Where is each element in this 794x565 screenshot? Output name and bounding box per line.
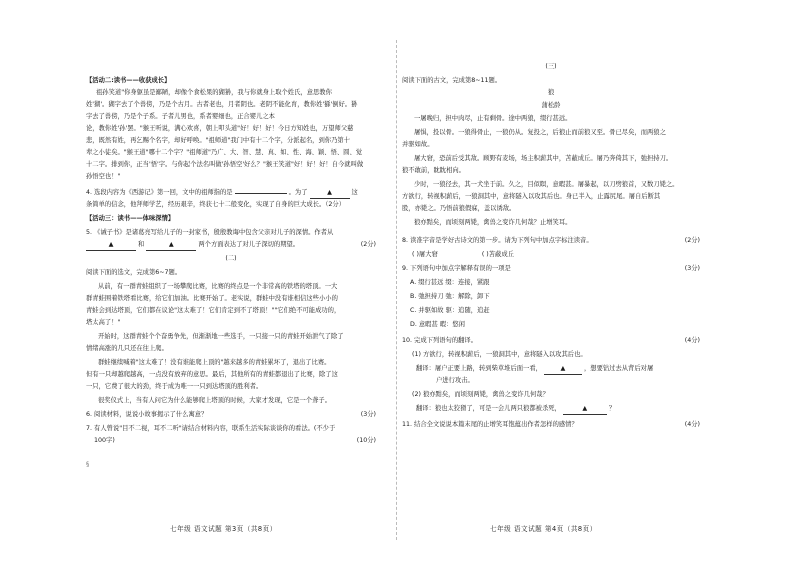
question-text: 结合全文说说本篇末尾的止增笑耳饱蕴出作者怎样的感情？ <box>414 421 578 428</box>
question-number: 4. <box>86 189 93 196</box>
translation-text: 翻译：屠户正要上路，转到柴草堆后面一看， <box>416 365 542 372</box>
activity3-title: 【活动三：读书——体味深情】 <box>86 215 175 222</box>
score-label: (10分) <box>356 437 376 444</box>
question-10-1 <box>402 350 700 360</box>
translation-10-1 <box>402 364 700 375</box>
score-label: (3分) <box>684 265 700 272</box>
question-8 <box>402 236 700 246</box>
passage-title: 狼 <box>547 89 555 96</box>
activity2-line: 十二字。排到你，正当'悟'字。与你起个法名叫做'孙悟空'好么？"猴王笑道"好！好！好！自今就叫做 <box>86 161 364 168</box>
question-text: 方欲行，转视积薪后，一狼洞其中，意将隧入以攻其后也。 <box>422 351 587 358</box>
question-number: 6. <box>86 411 93 418</box>
page-footer-left: 七年级 语文试题 第3页（共8页） <box>170 525 277 533</box>
passage-line: 并驱如故。 <box>402 141 434 148</box>
answer-blank[interactable] <box>235 193 287 194</box>
option-d[interactable]: D. 意暇甚 暇：悠闲 <box>410 321 465 328</box>
question-number: 10. <box>402 337 413 344</box>
option-a[interactable]: A. 缀行甚远 缀：连接，紧跟 <box>410 279 490 286</box>
sub-question-number: (2) <box>412 391 421 398</box>
activity2-line: 姓'猢'。猢字去了个兽傍，乃是个古月。古者老也，月者阴也。老阴不能化育，教你姓'猻'倒好。狲 <box>86 101 358 108</box>
activity2-line: 悲，既然有姓，再乞赐个名字，却好呼唤。"祖师道"我门中有十二个字，分派起名，到你乃第十 <box>86 137 350 144</box>
reading-intro: 阅读下面的古文，完成第8~11题。 <box>402 77 502 84</box>
blank-marker: ▲ <box>560 365 566 372</box>
question-number: 9. <box>402 265 409 272</box>
blank-marker: ▲ <box>168 241 174 248</box>
question-text: 和 <box>138 241 145 248</box>
question-number: 8. <box>402 237 409 244</box>
score-label: (4分) <box>684 337 700 344</box>
answer-blank[interactable] <box>146 240 196 251</box>
reading-intro: 阅读下面的选文，完成第6~7题。 <box>86 269 182 276</box>
story-line: 情绪高涨的几只还在往上爬。 <box>86 345 168 352</box>
blank-marker: ▲ <box>582 405 588 412</box>
story-line: 开始时，这群青蛙个个奋勇争先，但渐渐地一些选手，一只接一只的青蛙开始泄气了除了 <box>98 333 344 340</box>
passage-line: 少时，一狼径去，其一犬坐于前。久之，目似瞑，意暇甚。屠暴起，以刀劈狼首，又数刀毙之。 <box>414 181 679 188</box>
question-text: 这 <box>351 189 358 196</box>
passage-line: 狼亦黠矣，而顷刻两毙，禽兽之变诈几何哉？止增笑耳。 <box>414 219 572 226</box>
activity2-line: 孙悟空也！" <box>86 173 121 180</box>
question-5-cont <box>86 240 376 251</box>
question-text: 《诫子书》是诸葛亮写给儿子的一封家书，殷殷教诲中包含父亲对儿子的深情。作者从 <box>94 229 334 236</box>
score-label: (2分) <box>684 237 700 244</box>
translation-text: ？ <box>608 405 616 412</box>
answer-blank[interactable] <box>310 188 350 199</box>
story-line: 群青蛙围着铁塔看比赛，给它们加油。比赛开始了。老实说，群蛙中没有谁相信这些小小的 <box>86 295 338 302</box>
question-text: 完成下列语句的翻译。 <box>414 337 477 344</box>
page-divider <box>396 40 397 540</box>
option-b[interactable]: B. 弛担持刀 弛：解除，卸下 <box>410 293 490 300</box>
question-text: 下列语句中加点字解释有误的一项是 <box>410 265 511 272</box>
passage-line: 屠大窘，恐前后受其敌。顾野有麦场，场主积薪其中，苫蔽成丘。屠乃奔倚其下，弛担持刀。 <box>414 155 673 162</box>
passage-line: 狼不敢前，眈眈相向。 <box>402 167 465 174</box>
question-7-cont <box>86 436 376 446</box>
question-8-items <box>402 250 700 260</box>
question-6 <box>86 410 376 420</box>
section-title: (三) <box>545 63 557 70</box>
translation-10-2 <box>402 404 700 415</box>
translation-text: 翻译：狼也太狡猾了，可是一会儿两只狼都被杀死， <box>416 405 561 412</box>
question-10 <box>402 336 700 346</box>
question-5 <box>86 228 376 238</box>
passage-line: 一屠晚归，担中肉尽，止有剩骨。途中两狼，缀行甚远。 <box>414 115 572 122</box>
story-line: 一只，它费了很大的劲，终于成为唯一一只到达塔顶的胜利者。 <box>86 383 263 390</box>
answer-blank[interactable] <box>86 240 136 251</box>
story-line: 群蛙继续喊着"这太难了！没有谁能爬上顶的"越来越多的青蛙累坏了，退出了比赛。 <box>98 359 331 366</box>
activity2-line: 祖孙笑道"你身躯虽是鄙陋，却像个食松果的猢狲，我与你就身上取个姓氏，意思教你 <box>96 89 332 96</box>
score-label: (2分) <box>360 241 376 248</box>
question-7 <box>86 424 376 434</box>
question-text: 选段内容为《西游记》第一回，文中的祖师指的是 <box>94 189 233 196</box>
question-text: 。为了 <box>288 189 308 196</box>
story-line: 很奖仪式上，当有人问它为什么能够爬上塔顶的时候，大家才发现，它是一个聋子。 <box>98 397 331 404</box>
section-title: (二) <box>225 255 237 262</box>
story-line: 青蛙会到达塔顶，它们都在议论"这太难了！它们肯定到不了塔顶！""它们绝不可能成功的， <box>86 307 341 314</box>
question-text: 阅读材料，说说小故事揭示了什么寓意？ <box>94 411 208 418</box>
stray-mark: § <box>86 461 90 468</box>
blank-marker: ▲ <box>327 189 332 196</box>
question-text: 读准字音是学好古诗文的第一步。请为下列句中加点字标注读音。 <box>410 237 593 244</box>
passage-line: 方欲行，转视积薪后，一狼洞其中，意将隧入以攻其后也。身已半入，止露尻尾。屠自后断其 <box>402 193 661 200</box>
activity2-line: 字去了兽傍，乃是个子系。子者儿男也，系者婴细也，正合婴儿之本 <box>86 113 275 120</box>
question-text: 两个方面表达了对儿子深切的期望。 <box>198 241 300 248</box>
question-number: 11. <box>402 421 413 428</box>
activity2-title: 【活动二:读书——收获成长】 <box>86 77 171 84</box>
option-c[interactable]: C. 并驱如故 驱：追随，追赶 <box>410 307 490 314</box>
activity2-line: 论，教你姓'孙'罢。"猴王听说，满心欢喜，朝上叩头道"好！好！好！今日方知姓也，万望师父慈 <box>86 125 354 132</box>
blank-marker: ▲ <box>108 241 114 248</box>
activity2-line: 辈之小徒矣。"猴王道"哪十二个字？"祖师道"乃广、大、智、慧、真、如、性、海、颖、悟、圆、觉 <box>86 149 363 156</box>
question-4-cont: 条简单的信念，他拜师学艺，经历艰辛，终获七十二般变化，实现了自身的巨大成长。（2分） <box>86 201 346 208</box>
story-line: 从前，有一群青蛙组织了一场攀爬比赛，比赛的终点是一个非常高的铁塔的塔顶。一大 <box>98 283 338 290</box>
story-line: 但有一只却越爬越高，一点没有放弃的意思。最后，其他所有的青蛙都退出了比赛，除了这 <box>86 371 338 378</box>
question-number: 7. <box>86 425 93 432</box>
sub-question-number: (1) <box>412 351 421 358</box>
question-number: 5. <box>86 229 93 236</box>
answer-blank[interactable] <box>563 404 607 415</box>
passage-author: 蒲松龄 <box>541 102 561 109</box>
pinyin-item[interactable]: ( )苫蔽成丘 <box>481 251 514 258</box>
question-11 <box>402 420 700 430</box>
question-9 <box>402 264 700 274</box>
translation-text: ，想要钻过去从背后对屠 <box>583 365 654 372</box>
page-footer-right: 七年级 语文试题 第4页（共8页） <box>490 525 597 533</box>
question-4 <box>86 188 376 199</box>
question-10-2 <box>402 390 700 400</box>
passage-line: 屠惧，投以骨。一狼得骨止，一狼仍从。复投之，后狼止而前狼又至。骨已尽矣，而两狼之 <box>414 129 666 136</box>
question-text: 狼亦黠矣，而顷刻两毙，禽兽之变诈几何哉？ <box>422 391 549 398</box>
answer-blank[interactable] <box>544 364 582 375</box>
pinyin-item[interactable]: ( )屠大窘 <box>412 251 438 258</box>
translation-10-1-cont: 户进行攻击。 <box>436 377 474 384</box>
question-text: 有人曾说"目不二视，耳不二听"请结合材料内容，联系生活实际谈谈你的看法。(不少于 <box>94 425 336 432</box>
score-label: (4分) <box>684 421 700 428</box>
story-line: 塔太高了！" <box>86 319 121 326</box>
question-text: 100字) <box>94 437 115 444</box>
passage-line: 股，亦毙之。乃悟前狼假寐，盖以诱敌。 <box>402 205 516 212</box>
score-label: (3分) <box>360 411 376 418</box>
